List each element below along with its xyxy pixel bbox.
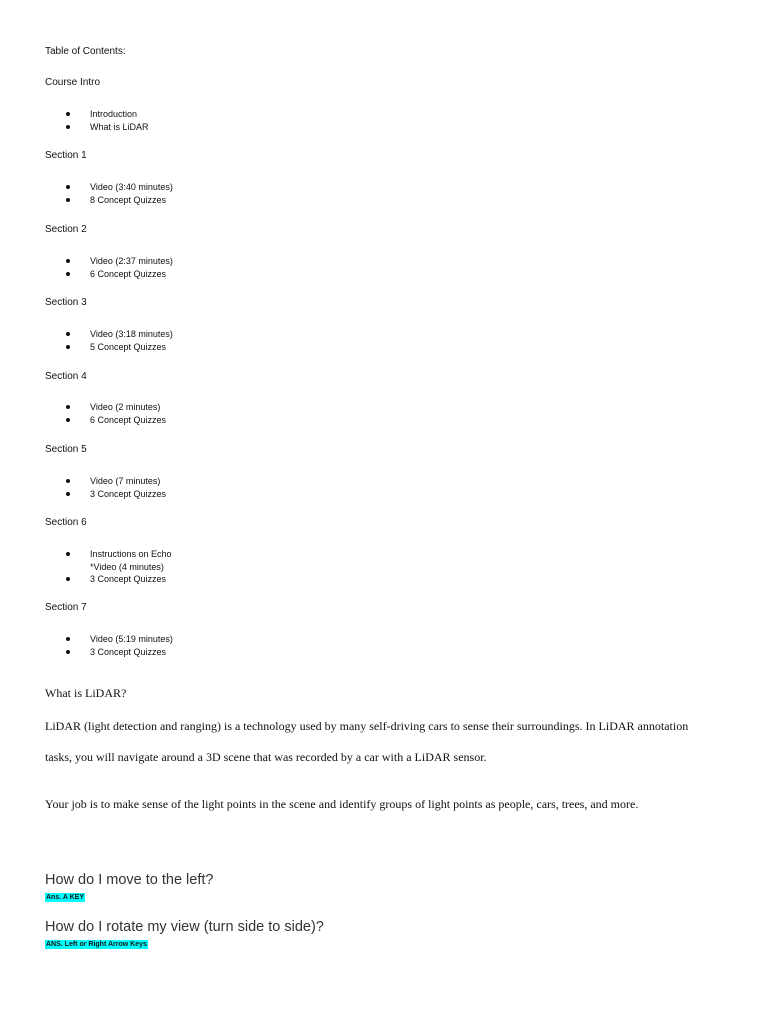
section-list-4 <box>65 401 166 426</box>
toc-title: Table of Contents: <box>45 46 126 57</box>
section-heading-5: Section 5 <box>45 444 87 455</box>
section-heading-6: Section 6 <box>45 517 87 528</box>
list-item: 3 Concept Quizzes <box>65 646 173 659</box>
list-item: What is LiDAR <box>65 121 149 134</box>
section-list-2 <box>65 255 173 280</box>
list-item: 3 Concept Quizzes <box>65 488 166 501</box>
section-list-3 <box>65 328 173 353</box>
list-item: Video (5:19 minutes) <box>65 633 173 646</box>
list-item-subtext: *Video (4 minutes) <box>90 561 164 572</box>
list-item: Video (2:37 minutes) <box>65 255 173 268</box>
list-item: Video (2 minutes) <box>65 401 166 414</box>
section-list-course-intro <box>65 108 149 133</box>
list-item: Introduction <box>65 108 149 121</box>
list-item: 8 Concept Quizzes <box>65 194 173 207</box>
list-item: Video (3:18 minutes) <box>65 328 173 341</box>
section-heading-4: Section 4 <box>45 371 87 382</box>
faq-question-2: How do I rotate my view (turn side to side)? <box>45 919 324 935</box>
list-item: 3 Concept Quizzes <box>65 573 172 586</box>
list-item <box>65 548 172 573</box>
section-heading-3: Section 3 <box>45 297 87 308</box>
section-heading-course-intro: Course Intro <box>45 77 101 88</box>
list-item: Video (3:40 minutes) <box>65 181 173 194</box>
list-item: 5 Concept Quizzes <box>65 341 173 354</box>
section-list-1 <box>65 181 173 206</box>
list-item: Video (7 minutes) <box>65 475 166 488</box>
section-heading-2: Section 2 <box>45 224 87 235</box>
section-heading-7: Section 7 <box>45 602 87 613</box>
faq-answer-1: Ans. A KEY <box>46 894 84 901</box>
list-item-text: Instructions on Echo <box>90 549 172 559</box>
lidar-paragraph-2: Your job is to make sense of the light points in the scene and identify groups of light points as people, cars, trees, and more. <box>45 797 639 811</box>
faq-answer-2: ANS. Left or Right Arrow Keys <box>46 941 147 948</box>
faq-question-1: How do I move to the left? <box>45 872 214 888</box>
lidar-paragraph-line-1: LiDAR (light detection and ranging) is a technology used by many self-driving cars to sense their surroundings. In LiDAR annotation <box>45 719 689 733</box>
section-list-7 <box>65 633 173 658</box>
list-item: 6 Concept Quizzes <box>65 268 173 281</box>
section-list-5 <box>65 475 166 500</box>
section-list-6 <box>65 548 172 586</box>
list-item: 6 Concept Quizzes <box>65 414 166 427</box>
lidar-paragraph-line-2: tasks, you will navigate around a 3D scene that was recorded by a car with a LiDAR sensor. <box>45 750 487 764</box>
lidar-heading: What is LiDAR? <box>45 686 127 700</box>
section-heading-1: Section 1 <box>45 150 87 161</box>
